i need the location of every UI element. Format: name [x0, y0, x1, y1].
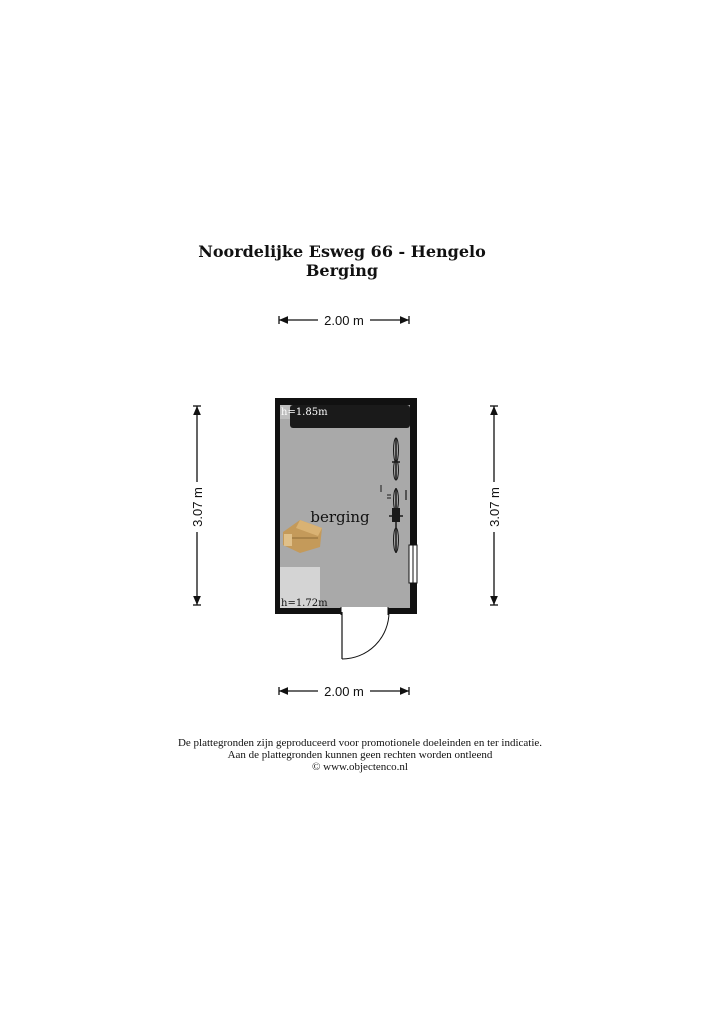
room-label: berging [310, 508, 370, 526]
plan-subtitle: Berging [305, 261, 379, 280]
dimension-top-label: 2.00 m [324, 313, 364, 328]
copyright-line: © www.objectenco.nl [312, 761, 408, 773]
ceiling-height-bottom: h=1.72m [281, 598, 328, 609]
disclaimer-line-1: De plattegronden zijn geproduceerd voor promotionele doeleinden en ter indicatie. [177, 737, 543, 749]
dimension-right [487, 406, 502, 605]
dimension-bottom [279, 684, 409, 699]
ceiling-height-top: h=1.85m [281, 407, 328, 418]
dimension-right-label: 3.07 m [487, 487, 502, 527]
door-opening [341, 607, 388, 615]
dimension-left-label: 3.07 m [190, 487, 205, 527]
dimension-bottom-label: 2.00 m [324, 684, 364, 699]
door-swing [342, 612, 389, 659]
dimension-top [279, 313, 409, 328]
dimension-left [190, 406, 205, 605]
plan-title: Noordelijke Esweg 66 - Hengelo [198, 242, 486, 261]
disclaimer-line-2: Aan de plattegronden kunnen geen rechten worden ontleend [227, 749, 493, 761]
